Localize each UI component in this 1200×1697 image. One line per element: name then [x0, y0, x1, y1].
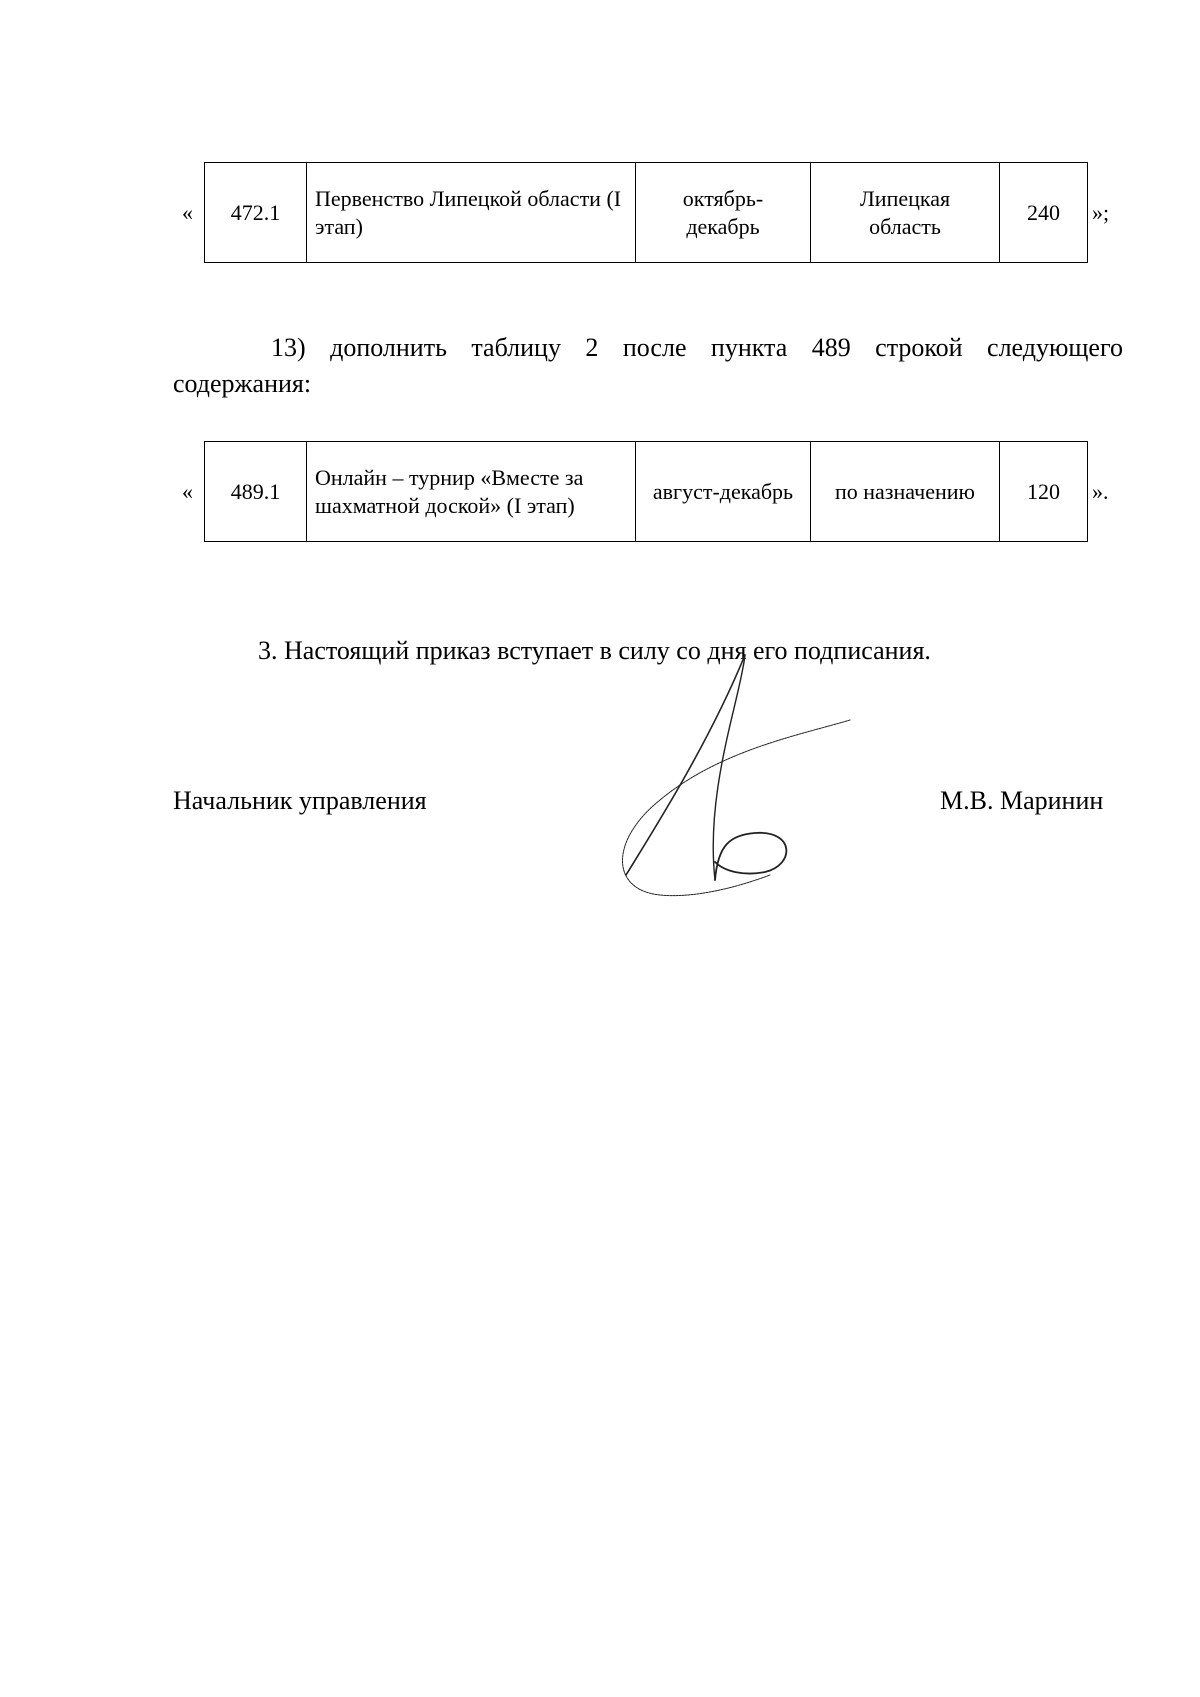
- open-quote: «: [182, 200, 193, 225]
- close-quote: »;: [1092, 200, 1110, 225]
- paragraph-13: [173, 330, 1123, 402]
- cell-count: 120: [1000, 442, 1088, 542]
- cell-number: 472.1: [205, 163, 307, 263]
- cell-event-name: Первенство Липецкой области (I этап): [307, 163, 636, 263]
- open-quote: «: [182, 479, 193, 504]
- close-quote: ».: [1092, 479, 1109, 504]
- table-row-472-1: [204, 162, 1088, 263]
- handwritten-signature: [600, 650, 860, 910]
- cell-place: Липецкая область: [811, 163, 1000, 263]
- paragraph-13-text: 13) дополнить таблицу 2 после пункта 489 строкой следующего содержания:: [173, 333, 1123, 398]
- amendment-row-489-1: [0, 441, 1200, 545]
- clause-3: 3. Настоящий приказ вступает в силу со дня его подписания.: [258, 636, 931, 665]
- cell-number: 489.1: [205, 442, 307, 542]
- signatory-name: М.В. Маринин: [940, 786, 1104, 815]
- cell-event-name: Онлайн – турнир «Вместе за шахматной доской» (I этап): [307, 442, 636, 542]
- amendment-row-472-1: [0, 162, 1200, 266]
- cell-place: по назначению: [811, 442, 1000, 542]
- cell-dates: октябрь-декабрь: [636, 163, 811, 263]
- signatory-position: Начальник управления: [173, 786, 427, 815]
- cell-dates: август-декабрь: [636, 442, 811, 542]
- table-row-489-1: [204, 441, 1088, 542]
- cell-count: 240: [1000, 163, 1088, 263]
